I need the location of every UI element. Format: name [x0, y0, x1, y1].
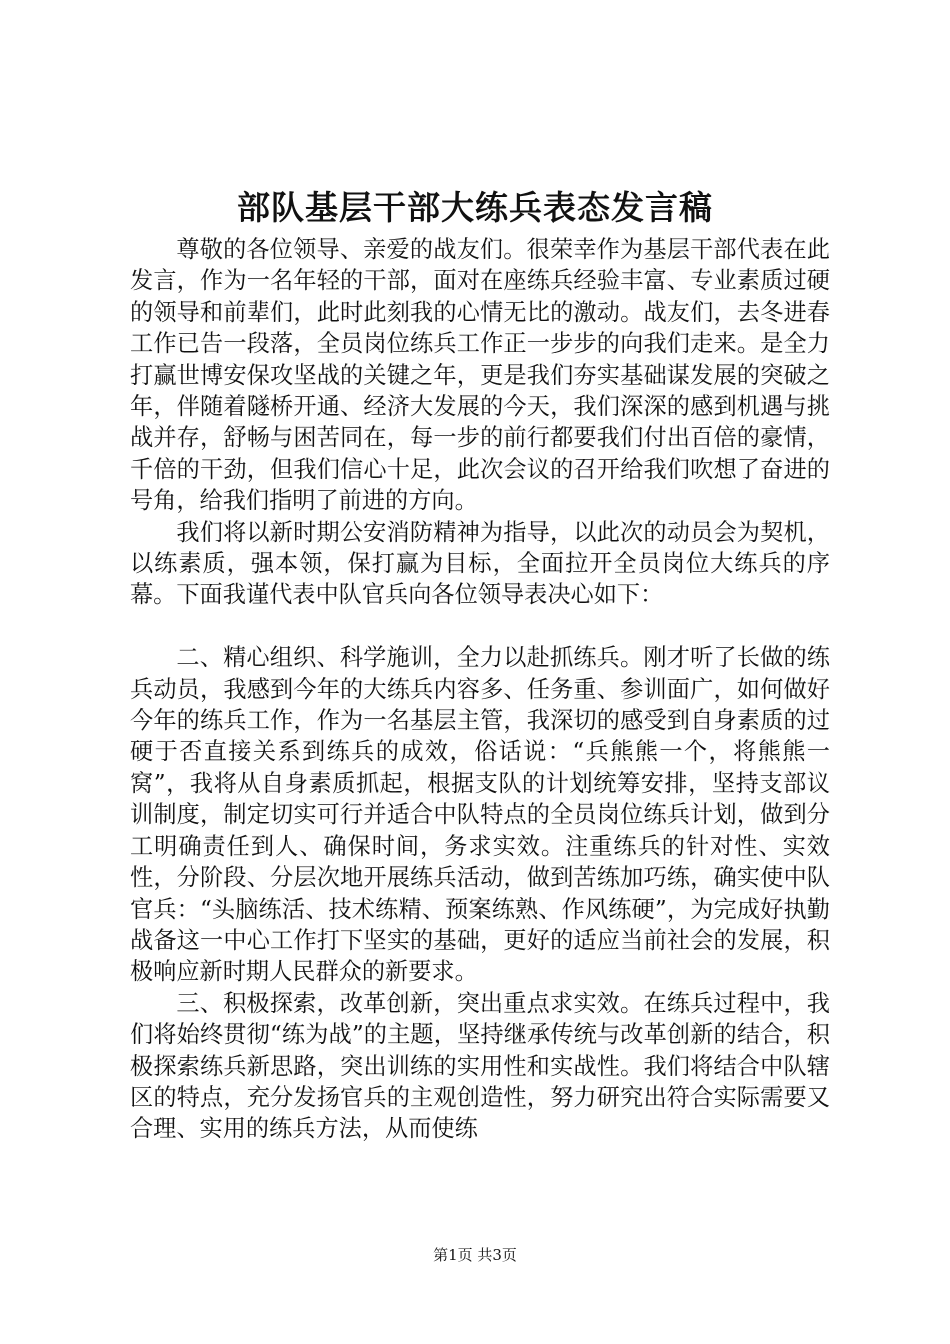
- paragraph-4: 三、积极探索，改革创新，突出重点求实效。在练兵过程中，我们将始终贯彻“练为战”的主题，坚持继承传统与改革创新的结合，积极探索练兵新思路，突出训练的实用性和实战性。我们将结合中队辖区的特点，充分发扬官兵的主观创造性，努力研究出符合实际需要又合理、实用的练兵方法，从而使练: [130, 989, 830, 1143]
- paragraph-2: 我们将以新时期公安消防精神为指导，以此次的动员会为契机，以练素质，强本领，保打赢为目标，全面拉开全员岗位大练兵的序幕。下面我谨代表中队官兵向各位领导表决心如下：: [130, 518, 830, 609]
- paragraph-3: 二、精心组织、科学施训，全力以赴抓练兵。刚才听了长做的练兵动员，我感到今年的大练兵内容多、任务重、参训面广，如何做好今年的练兵工作，作为一名基层主管，我深切的感受到自身素质的过硬于否直接关系到练兵的成效，俗话说：“兵熊熊一个，将熊熊一窝”，我将从自身素质抓起，根据支队的计划统筹安排，坚持支部议训制度，制定切实可行并适合中队特点的全员岗位练兵计划，做到分工明确责任到人、确保时间，务求实效。注重练兵的针对性、实效性，分阶段、分层次地开展练兵活动，做到苦练加巧练，确实使中队官兵：“头脑练活、技术练精、预案练熟、作风练硬”，为完成好执勤战备这一中心工作打下坚实的基础，更好的适应当前社会的发展，积极响应新时期人民群众的新要求。: [130, 644, 830, 986]
- page-footer: 第1页 共3页: [433, 1246, 517, 1264]
- document-title: 部队基层干部大练兵表态发言稿: [237, 188, 713, 227]
- document-body: [130, 234, 830, 1145]
- paragraph-1: 尊敬的各位领导、亲爱的战友们。很荣幸作为基层干部代表在此发言，作为一名年轻的干部，面对在座练兵经验丰富、专业素质过硬的领导和前辈们，此时此刻我的心情无比的激动。战友们，去冬进春工作已告一段落，全员岗位练兵工作正一步步的向我们走来。是全力打赢世博安保攻坚战的关键之年，更是我们夯实基础谋发展的突破之年，伴随着隧桥开通、经济大发展的今天，我们深深的感到机遇与挑战并存，舒畅与困苦同在，每一步的前行都要我们付出百倍的豪情，千倍的干劲，但我们信心十足，此次会议的召开给我们吹想了奋进的号角，给我们指明了前进的方向。: [130, 236, 830, 515]
